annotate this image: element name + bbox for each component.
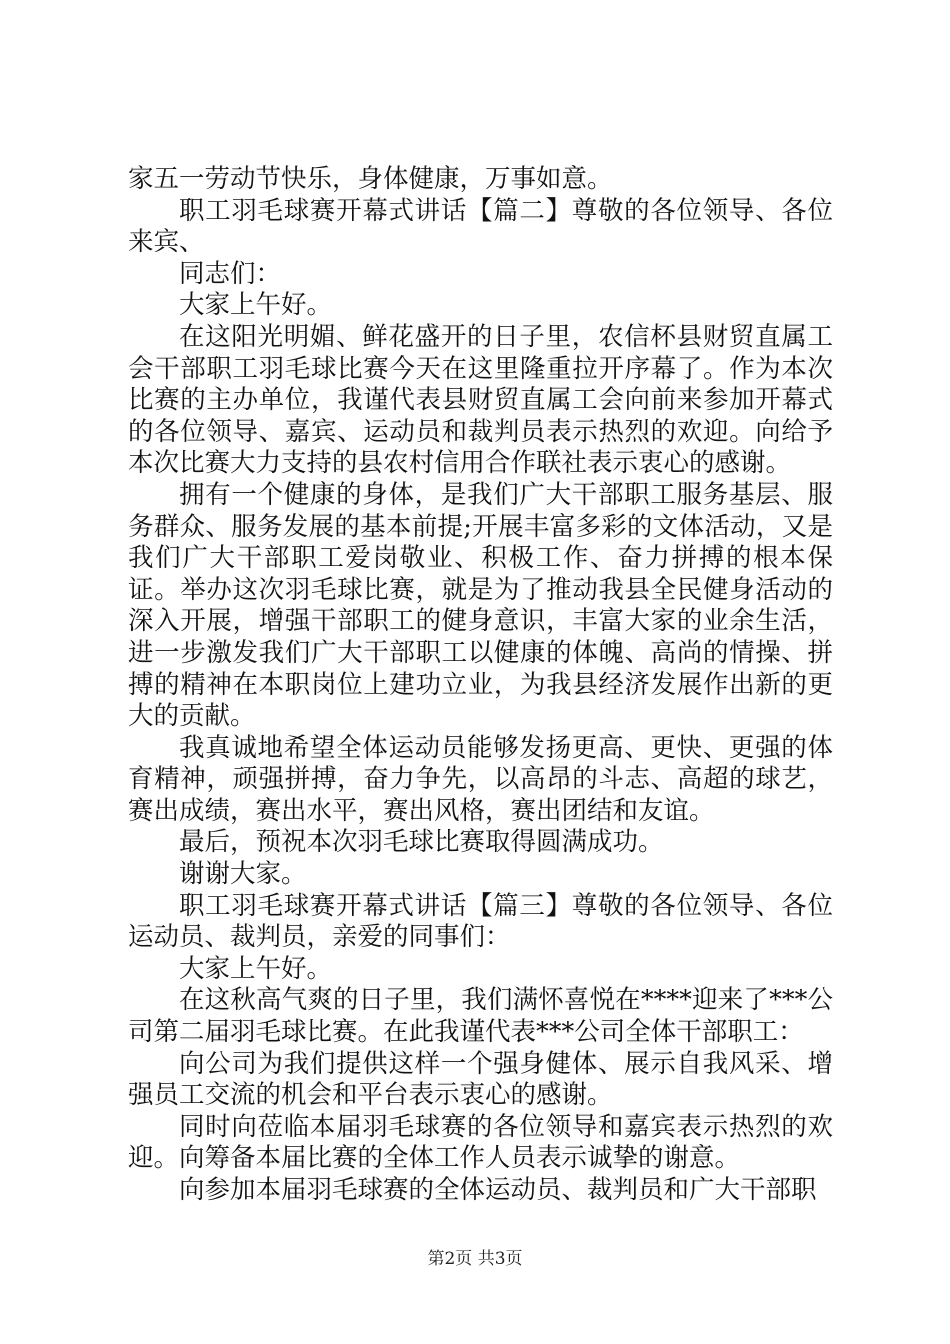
document-body — [128, 164, 833, 1207]
paragraph: 同志们： — [179, 258, 282, 289]
paragraph: 向参加本届羽毛球赛的全体运动员、裁判员和广大干部职 — [179, 1175, 817, 1205]
paragraph: 在这秋高气爽的日子里，我们满怀喜悦在****迎来了***公司第二届羽毛球比赛。在此我谨代表***公司全体干部职工： — [128, 985, 833, 1048]
paragraph: 大家上午好。 — [179, 290, 333, 321]
paragraph: 家五一劳动节快乐，身体健康，万事如意。 — [128, 164, 613, 194]
paragraph: 同时向莅临本届羽毛球赛的各位领导和嘉宾表示热烈的欢迎。向筹备本届比赛的全体工作人员表示诚挚的谢意。 — [128, 1111, 833, 1174]
paragraph: 拥有一个健康的身体，是我们广大干部职工服务基层、服务群众、服务发展的基本前提;开展丰富多彩的文体活动，又是我们广大干部职工爱岗敬业、积极工作、奋力拼搏的根本保证。举办这次羽毛球比赛，就是为了推动我县全民健身活动的深入开展，增强干部职工的健身意识，丰富大家的业余生活，进一步激发我们广大干部职工以健康的体魄、高尚的情操、拼搏的精神在本职岗位上建功立业，为我县经济发展作出新的更大的贡献。 — [128, 479, 833, 732]
paragraph: 我真诚地希望全体运动员能够发扬更高、更快、更强的体育精神，顽强拼搏，奋力争先，以高昂的斗志、高超的球艺，赛出成绩，赛出水平，赛出风格，赛出团结和友谊。 — [128, 732, 833, 826]
paragraph: 最后，预祝本次羽毛球比赛取得圆满成功。 — [179, 827, 664, 858]
paragraph: 大家上午好。 — [179, 953, 333, 984]
paragraph: 在这阳光明媚、鲜花盛开的日子里，农信杯县财贸直属工会干部职工羽毛球比赛今天在这里隆重拉开序幕了。作为本次比赛的主办单位，我谨代表县财贸直属工会向前来参加开幕式的各位领导、嘉宾、运动员和裁判员表示热烈的欢迎。向给予本次比赛大力支持的县农村信用合作联社表示衷心的感谢。 — [128, 321, 833, 479]
paragraph: 谢谢大家。 — [179, 859, 307, 890]
paragraph: 职工羽毛球赛开幕式讲话【篇三】尊敬的各位领导、各位运动员、裁判员，亲爱的同事们： — [128, 890, 833, 953]
paragraph: 向公司为我们提供这样一个强身健体、展示自我风采、增强员工交流的机会和平台表示衷心的感谢。 — [128, 1048, 833, 1111]
page-number-footer: 第2页 共3页 — [427, 1249, 523, 1269]
paragraph: 职工羽毛球赛开幕式讲话【篇二】尊敬的各位领导、各位来宾、 — [128, 195, 833, 258]
